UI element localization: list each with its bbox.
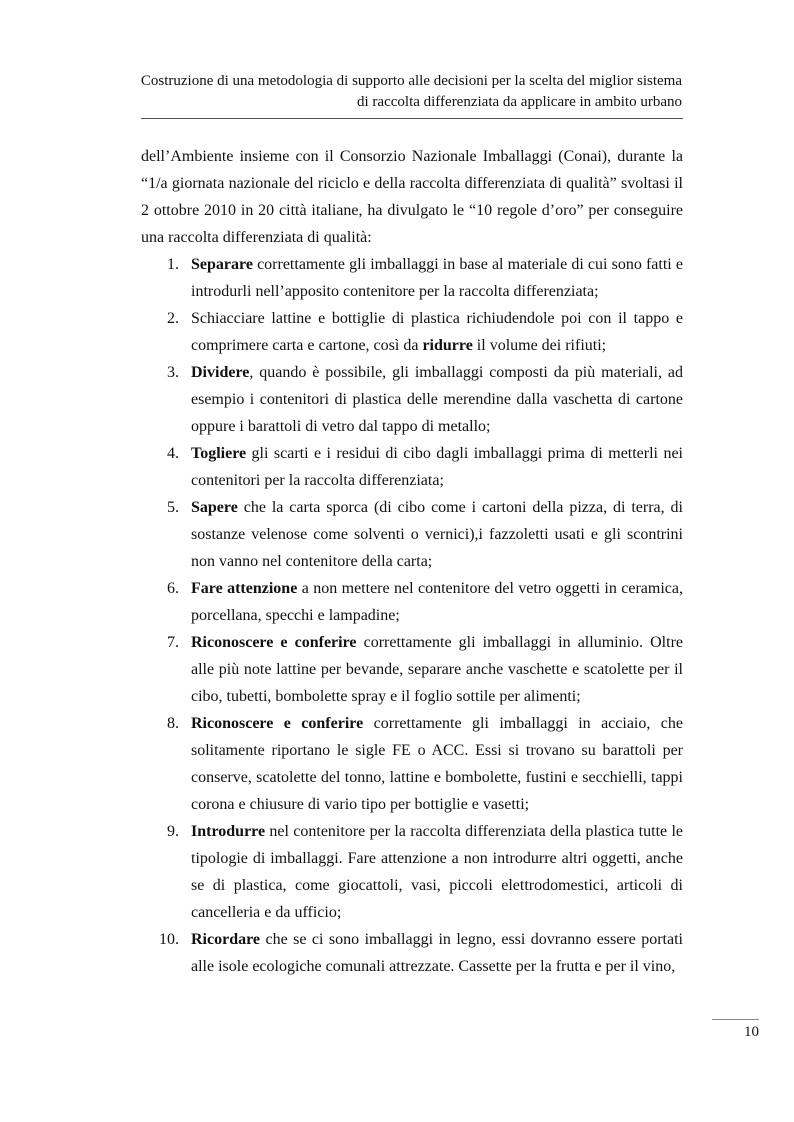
list-item-text: correttamente gli imballaggi in alluminio. Oltre alle più note lattine per bevande, separare anche vaschette e scatolette per il cibo, tubetti, bombolette spray e il foglio sottile per alimenti; xyxy=(191,634,683,705)
list-item xyxy=(141,359,683,440)
list-item-text: a non mettere nel contenitore del vetro oggetti in ceramica, porcellana, specchi e lampadine; xyxy=(191,580,684,624)
header-rule xyxy=(141,118,683,119)
list-item xyxy=(141,710,683,818)
list-item-text: correttamente gli imballaggi in base al materiale di cui sono fatti e introdurli nell’apposito contenitore per la raccolta differenziata; xyxy=(191,256,683,300)
list-item-number: 8. xyxy=(167,715,179,732)
list-item-keyword: Sapere xyxy=(191,499,238,516)
list-item-keyword: Dividere xyxy=(191,364,250,381)
list-item xyxy=(141,305,683,359)
list-item xyxy=(141,440,683,494)
intro-paragraph: dell’Ambiente insieme con il Consorzio Nazionale Imballaggi (Conai), durante la “1/a giornata nazionale del riciclo e della raccolta differenziata di qualità” svoltasi il 2 ottobre 2010 in 20 città italiane, ha divulgato le “10 regole d’oro” per conseguire una raccolta differenziata di qualità: xyxy=(141,148,683,246)
list-item-number: 9. xyxy=(167,823,179,840)
list-item-keyword: Togliere xyxy=(191,445,247,462)
list-item-number: 2. xyxy=(167,310,179,327)
list-item xyxy=(141,575,683,629)
list-item-number: 6. xyxy=(167,580,179,597)
rules-list xyxy=(141,251,683,980)
list-item-text-before: Schiacciare lattine e bottiglie di plastica richiudendole poi con il tappo e comprimere carta e cartone, così da xyxy=(191,310,683,354)
list-item-text: correttamente gli imballaggi in acciaio, che solitamente riportano le sigle FE o ACC. Essi si trovano su barattoli per conserve, scatolette del tonno, lattine e bombolette, fustini e secchielli, tappi corona e chiusure di vario tipo per bottiglie e vasetti; xyxy=(191,715,683,813)
list-item-number: 4. xyxy=(167,445,179,462)
list-item-text: il volume dei rifiuti; xyxy=(472,337,607,354)
list-item xyxy=(141,494,683,575)
header-line-1: Costruzione di una metodologia di supporto alle decisioni per la scelta del miglior sistema xyxy=(140,73,682,89)
list-item-text: gli scarti e i residui di cibo dagli imballaggi prima di metterli nei contenitori per la raccolta differenziata; xyxy=(191,445,683,489)
list-item-keyword: Riconoscere e conferire xyxy=(191,634,357,651)
footer-rule xyxy=(712,1019,759,1020)
list-item-number: 5. xyxy=(167,499,179,516)
list-item-number: 10. xyxy=(159,931,179,948)
list-item-text: , quando è possibile, gli imballaggi composti da più materiali, ad esempio i contenitori di plastica delle merendine dalla vaschetta di cartone oppure i barattoli di vetro dal tappo di metallo; xyxy=(191,364,683,435)
list-item xyxy=(141,629,683,710)
header-line-2: di raccolta differenziata da applicare in ambito urbano xyxy=(357,94,682,110)
list-item-number: 3. xyxy=(167,364,179,381)
list-item-text: che se ci sono imballaggi in legno, essi dovranno essere portati alle isole ecologiche comunali attrezzate. Cassette per la frutta e per il vino, xyxy=(191,931,683,975)
list-item xyxy=(141,251,683,305)
list-item-keyword: Riconoscere e conferire xyxy=(191,715,364,732)
list-item-keyword: Ricordare xyxy=(191,931,261,948)
list-item-keyword: Introdurre xyxy=(191,823,266,840)
list-item-keyword: ridurre xyxy=(422,337,473,354)
page-body xyxy=(141,143,683,980)
list-item xyxy=(141,818,683,926)
list-item-number: 7. xyxy=(167,634,179,651)
list-item-text: che la carta sporca (di cibo come i cartoni della pizza, di terra, di sostanze velenose come solventi o vernici),i fazzoletti usati e gli scontrini non vanno nel contenitore della carta; xyxy=(191,499,683,570)
list-item-keyword: Separare xyxy=(191,256,253,273)
list-item xyxy=(141,926,683,980)
list-item-keyword: Fare attenzione xyxy=(191,580,298,597)
page-number: 10 xyxy=(744,1024,759,1040)
running-header xyxy=(122,71,682,113)
list-item-text: nel contenitore per la raccolta differenziata della plastica tutte le tipologie di imballaggi. Fare attenzione a non introdurre altri oggetti, anche se di plastica, come giocattoli, vasi, piccoli elettrodomestici, articoli di cancelleria e da ufficio; xyxy=(191,823,683,921)
list-item-number: 1. xyxy=(167,256,179,273)
